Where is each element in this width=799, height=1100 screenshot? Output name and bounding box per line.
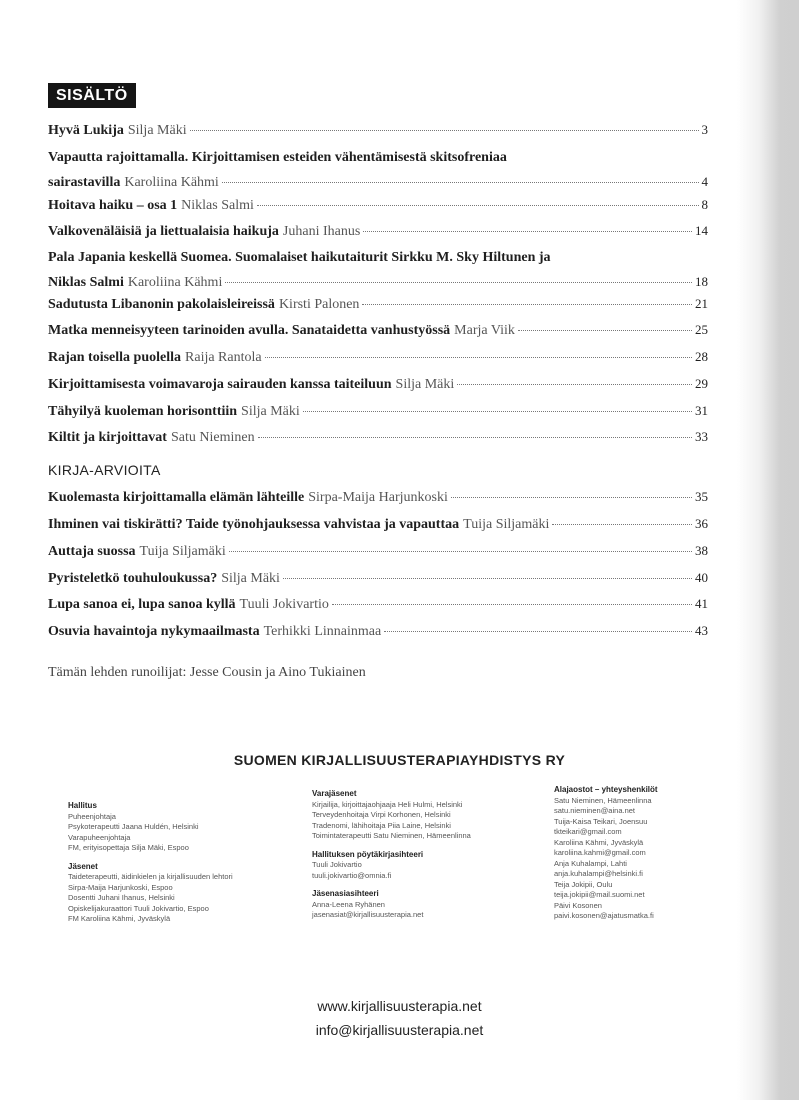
entry-page-number: 28: [695, 349, 708, 364]
review-entry: [48, 516, 708, 533]
entry-page-number: 36: [695, 516, 708, 531]
entry-page-number: 8: [701, 197, 708, 212]
toc-entry: [48, 349, 708, 366]
entry-line: [48, 322, 708, 339]
org-group: [312, 789, 471, 842]
entry-author: Tuuli Jokivartio: [239, 597, 329, 612]
toc-entry: [48, 429, 708, 446]
org-group-line: Tradenomi, lähihoitaja Piia Laine, Helsinki: [312, 820, 451, 830]
dot-leader: [190, 130, 699, 131]
entry-author: Silja Mäki: [395, 377, 455, 392]
entry-title: Kiltit ja kirjoittavat: [48, 430, 167, 445]
entry-line: [48, 250, 708, 266]
entry-title: Rajan toisella puolella: [48, 350, 182, 365]
dot-leader: [303, 411, 692, 412]
review-entry: [48, 596, 708, 613]
entry-line: [48, 274, 708, 291]
dot-leader: [222, 182, 699, 183]
entry-line: [48, 223, 708, 240]
org-group-line: jasenasiat@kirjallisuusterapia.net: [312, 910, 424, 919]
toc-entry: [48, 376, 708, 393]
dot-leader: [384, 631, 692, 632]
entry-line: [48, 403, 708, 420]
entry-page-number: 29: [695, 376, 708, 391]
entry-line: [48, 122, 708, 139]
toc-entry: [48, 403, 708, 420]
entry-title: Hoitava haiku – osa 1: [48, 198, 178, 213]
review-entry: [48, 543, 708, 560]
org-group-line: Varapuheenjohtaja: [68, 832, 131, 842]
review-entry: [48, 623, 708, 640]
toc-heading: SISÄLTÖ: [48, 83, 136, 108]
org-group: [68, 801, 233, 854]
org-group-line: anja.kuhalampi@helsinki.fi: [554, 869, 643, 878]
org-group-line: Anna-Leena Ryhänen: [312, 899, 385, 909]
org-group-line: teija.jokipii@mail.suomi.net: [554, 890, 645, 899]
org-group-line: Psykoterapeutti Jaana Huldén, Helsinki: [68, 822, 199, 831]
entry-title: Lupa sanoa ei, lupa sanoa kyllä: [48, 597, 236, 612]
entry-page-number: 35: [695, 489, 708, 504]
toc-entry: [48, 197, 708, 214]
entry-author: Satu Nieminen: [170, 430, 255, 445]
dot-leader: [265, 357, 692, 358]
entry-title: Pala Japania keskellä Suomea. Suomalaiset haikutaiturit Sirkku M. Sky Hiltunen ja: [48, 250, 551, 265]
org-column: [68, 801, 233, 933]
entry-author: Silja Mäki: [221, 571, 280, 586]
org-group-title: Jäsenasiasihteeri: [312, 889, 379, 898]
org-group-title: Alajaostot – yhteyshenkilöt: [554, 785, 658, 794]
entry-page-number: 14: [695, 223, 708, 238]
dot-leader: [332, 604, 692, 605]
org-group-line: Tuija-Kaisa Teikari, Joensuu: [554, 816, 648, 826]
dot-leader: [258, 437, 692, 438]
org-group-line: Taideterapeutti, äidinkielen ja kirjallisuuden lehtori: [68, 872, 233, 881]
org-group-line: Dosentti Juhani Ihanus, Helsinki: [68, 893, 175, 902]
entry-page-number: 33: [695, 429, 708, 444]
org-group-line: Teija Jokipii, Oulu: [554, 879, 613, 889]
entry-page-number: 3: [701, 122, 708, 137]
entry-author: Sirpa-Maija Harjunkoski: [308, 490, 448, 505]
org-column: [554, 785, 658, 930]
entry-author: Silja Mäki: [127, 123, 187, 138]
poets-note: Tämän lehden runoilijat: Jesse Cousin ja Aino Tukiainen: [48, 665, 366, 680]
org-group-title: Hallitus: [68, 801, 97, 810]
org-group-line: Satu Nieminen, Hämeenlinna: [554, 795, 652, 805]
org-group-line: FM, erityisopettaja Silja Mäki, Espoo: [68, 843, 189, 852]
entry-title: Hyvä Lukija: [48, 123, 124, 138]
entry-line: [48, 150, 708, 166]
org-group-line: Anja Kuhalampi, Lahti: [554, 858, 627, 868]
entry-page-number: 40: [695, 570, 708, 585]
org-group-line: tuuli.jokivartio@omnia.fi: [312, 870, 392, 880]
entry-author: Kirsti Palonen: [278, 297, 360, 312]
dot-leader: [451, 497, 692, 498]
entry-author: Marja Viik: [454, 323, 515, 338]
entry-title: Sadutusta Libanonin pakolaisleireissä: [48, 297, 275, 312]
entry-line: [48, 197, 708, 214]
entry-author: Karoliina Kähmi: [127, 275, 223, 290]
page-edge-shadow: [737, 0, 799, 1100]
org-column: [312, 789, 471, 929]
entry-page-number: 43: [695, 623, 708, 638]
email-link[interactable]: info@kirjallisuusterapia.net: [315, 1022, 484, 1038]
org-group-line: Toimintaterapeutti Satu Nieminen, Hämeenlinna: [312, 831, 471, 840]
dot-leader: [552, 524, 692, 525]
entry-title: Pyristeletkö touhuloukussa?: [48, 571, 218, 586]
org-group-line: Päivi Kosonen: [554, 900, 602, 910]
entry-title: Osuvia havaintoja nykymaailmasta: [48, 624, 260, 639]
entry-title: Matka menneisyyteen tarinoiden avulla. Sanataidetta vanhustyössä: [48, 323, 451, 338]
org-group-line: satu.nieminen@aina.net: [554, 806, 635, 815]
website-link[interactable]: www.kirjallisuusterapia.net: [317, 998, 482, 1014]
entry-title: Valkovenäläisiä ja liettualaisia haikuja: [48, 224, 279, 239]
entry-page-number: 31: [695, 403, 708, 418]
org-group: [312, 889, 471, 921]
org-group-line: Karoliina Kähmi, Jyväskylä: [554, 837, 644, 847]
entry-page-number: 25: [695, 322, 708, 337]
toc-entry: [48, 150, 708, 191]
toc-entry: [48, 250, 708, 291]
entry-line: [48, 429, 708, 446]
entry-title: Niklas Salmi: [48, 275, 124, 290]
entry-author: Raija Rantola: [185, 350, 262, 365]
entry-title: Kuolemasta kirjoittamalla elämän lähteille: [48, 490, 305, 505]
entry-title: Auttaja suossa: [48, 544, 136, 559]
dot-leader: [518, 330, 692, 331]
org-group: [312, 850, 471, 882]
dot-leader: [362, 304, 692, 305]
org-group-line: Sirpa-Maija Harjunkoski, Espoo: [68, 882, 173, 892]
org-group-title: Hallituksen pöytäkirjasihteeri: [312, 849, 424, 859]
org-group-line: Kirjailija, kirjoittajaohjaaja Heli Hulmi, Helsinki: [312, 799, 463, 809]
entry-line: [48, 543, 708, 560]
entry-author: Tuija Siljamäki: [139, 544, 226, 559]
org-group-line: Opiskelijakuraattori Tuuli Jokivartio, Espoo: [68, 903, 209, 913]
entry-author: Juhani Ihanus: [282, 224, 361, 239]
toc-entry: [48, 296, 708, 313]
entry-line: [48, 623, 708, 640]
org-group: [68, 862, 233, 925]
dot-leader: [283, 578, 692, 579]
entry-title: Vapautta rajoittamalla. Kirjoittamisen esteiden vähentämisestä skitsofreniaa: [48, 150, 507, 165]
org-group-line: paivi.kosonen@ajatusmatka.fi: [554, 911, 654, 920]
toc-entry: [48, 322, 708, 339]
entry-line: [48, 596, 708, 613]
entry-author: Silja Mäki: [241, 404, 300, 419]
entry-line: [48, 516, 708, 533]
entry-page-number: 41: [695, 596, 708, 611]
entry-line: [48, 174, 708, 191]
review-entry: [48, 570, 708, 587]
org-group-line: tkteikari@gmail.com: [554, 827, 622, 836]
org-group-title: Jäsenet: [68, 861, 98, 871]
dot-leader: [457, 384, 692, 385]
org-group-line: FM Karoliina Kähmi, Jyväskylä: [68, 914, 171, 923]
entry-line: [48, 489, 708, 506]
review-entry: [48, 489, 708, 506]
dot-leader: [225, 282, 692, 283]
entry-title: sairastavilla: [48, 175, 121, 190]
org-group-line: karoliina.kahmi@gmail.com: [554, 848, 646, 857]
organization-name: SUOMEN KIRJALLISUUSTERAPIAYHDISTYS RY: [233, 752, 566, 768]
entry-author: Tuija Siljamäki: [463, 517, 550, 532]
entry-page-number: 18: [695, 274, 708, 289]
org-group-line: Tuuli Jokivartio: [312, 860, 362, 869]
org-group: [554, 785, 658, 922]
entry-line: [48, 570, 708, 587]
dot-leader: [363, 231, 692, 232]
org-group-title: Varajäsenet: [312, 789, 357, 798]
org-group-line: Terveydenhoitaja Virpi Korhonen, Helsinki: [312, 810, 451, 819]
entry-title: Ihminen vai tiskirätti? Taide työnohjauksessa vahvistaa ja vapauttaa: [48, 517, 460, 532]
entry-title: Tähyilyä kuoleman horisonttiin: [48, 404, 238, 419]
entry-author: Terhikki Linnainmaa: [263, 624, 382, 639]
entry-title: Kirjoittamisesta voimavaroja sairauden kanssa taiteiluun: [48, 377, 392, 392]
org-group-line: Puheenjohtaja: [68, 811, 116, 821]
dot-leader: [257, 205, 699, 206]
dot-leader: [229, 551, 692, 552]
toc-entry: [48, 223, 708, 240]
entry-page-number: 38: [695, 543, 708, 558]
reviews-heading: KIRJA-ARVIOITA: [48, 462, 161, 478]
entry-line: [48, 296, 708, 313]
entry-author: Niklas Salmi: [181, 198, 254, 213]
entry-line: [48, 349, 708, 366]
entry-author: Karoliina Kähmi: [124, 175, 219, 190]
entry-line: [48, 376, 708, 393]
entry-page-number: 4: [701, 174, 708, 189]
entry-page-number: 21: [695, 296, 708, 311]
toc-entry: [48, 122, 708, 139]
